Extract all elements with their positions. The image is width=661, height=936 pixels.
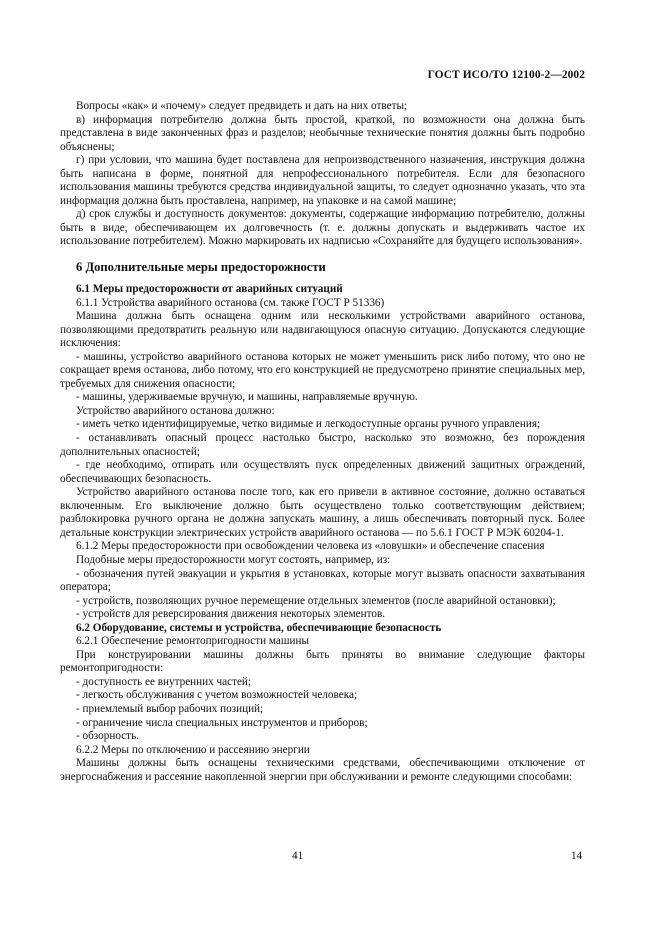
paragraph: в) информация потребителю должна быть простой, краткой, по возможности она должна быть представлена в виде законченных фраз и разделов; необычные технические понятия должны быть подробно объяснены; <box>60 113 585 153</box>
paragraph: 6.2.1 Обеспечение ремонтопригодности машины <box>76 635 309 648</box>
paragraph: 6.1.1 Устройства аварийного останова (см. также ГОСТ Р 51336) <box>76 296 385 309</box>
sheet-number: 14 <box>571 850 583 862</box>
list-item: - иметь четко идентифицируемые, четко видимые и легкодоступные органы ручного управления; <box>76 418 541 431</box>
list-item: - останавливать опасный процесс настолько быстро, насколько это возможно, без порождения дополнительных опасностей; <box>60 432 585 458</box>
list-item: - ограничение числа специальных инструментов и приборов; <box>76 716 368 729</box>
subsection-heading: 6.1 Меры предосторожности от аварийных ситуаций <box>76 283 343 296</box>
list-item: - устройств для реверсирования движения некоторых элементов. <box>76 608 386 621</box>
list-item: - доступность ее внутренних частей; <box>76 675 252 688</box>
paragraph: Устройство аварийного останова после того, как его привели в активное состояние, должно оставаться включенным. Его выключение должно быть осуществлено только соответствующим действием; разблокировка ручного органа не должна запускать машину, а лишь обеспечивать повторный пуск. Более детальные конструкции электрических устройств аварийного останова — по 5.6.1 ГОСТ Р МЭК 60204-1. <box>60 486 585 539</box>
paragraph: Машины должны быть оснащены техническими средствами, обеспечивающими отключение от энергоснабжения и рассеяние накопленной энергии при обслуживании и ремонте следующими способами: <box>60 757 585 783</box>
page-number: 41 <box>292 850 304 862</box>
subsection-heading: 6.2 Оборудование, системы и устройства, обеспечивающие безопасность <box>76 621 442 634</box>
paragraph: д) срок службы и доступность документов: документы, содержащие информацию потребителю, должны быть в виде, обеспечивающем их долговечность (т. е. должны допускать и выдерживать частое их использование потребителем). Можно маркировать их надписью «Сохраняйте для будущего использования». <box>60 208 585 248</box>
list-item: - приемлемый выбор рабочих позиций; <box>76 702 264 715</box>
paragraph: г) при условии, что машина будет поставлена для непроизводственного назначения, инструкция должна быть написана в форме, понятной для непрофессионального потребителя. Если для безопасного использования машины требуются средства индивидуальной защиты, то следует однозначно указать, что эта информация должна быть проставлена, например, на упаковке и на самой машине; <box>60 154 585 207</box>
paragraph: 6.1.2 Меры предосторожности при освобождении человека из «ловушки» и обеспечение спасения <box>76 540 545 553</box>
paragraph: Устройство аварийного останова должно: <box>76 404 275 417</box>
paragraph: Вопросы «как» и «почему» следует предвидеть и дать на них ответы; <box>76 100 408 112</box>
section-heading: 6 Дополнительные меры предосторожности <box>76 260 326 275</box>
list-item: - машины, устройство аварийного останова которых не может уменьшить риск либо потому, что оно не сокращает время останова, либо потому, что его конструкцией не предусмотрено принятие специальных мер, требуемых для снижения опасности; <box>60 350 585 390</box>
list-item: - устройств, позволяющих ручное перемещение отдельных элементов (после аварийной остановки); <box>76 594 556 607</box>
list-item: - обозначения путей эвакуации и укрытия в установках, которые могут вызвать опасности захватывания оператора; <box>60 567 585 594</box>
paragraph: 6.2.2 Меры по отключению и рассеянию энергии <box>76 743 310 756</box>
list-item: - легкость обслуживания с учетом возможностей человека; <box>76 689 358 702</box>
list-item: - машины, удерживаемые вручную, и машины, направляемые вручную. <box>76 391 418 404</box>
document-body <box>60 100 585 784</box>
paragraph: При конструировании машины должны быть приняты во внимание следующие факторы ремонтопригодности: <box>60 648 585 675</box>
list-item: - где необходимо, отпирать или осуществлять пуск определенных движений защитных ограждений, обеспечивающих безопасность. <box>60 459 585 485</box>
paragraph: Подобные меры предосторожности могут состоять, например, из: <box>76 553 391 566</box>
paragraph: Машина должна быть оснащена одним или несколькими устройствами аварийного останова, позволяющими предотвратить реальную или надвигающуюся опасную ситуацию. Допускаются следующие исключения: <box>60 310 585 350</box>
standard-header: ГОСТ ИСО/ТО 12100-2—2002 <box>427 69 585 81</box>
list-item: - обзорность. <box>76 730 139 743</box>
